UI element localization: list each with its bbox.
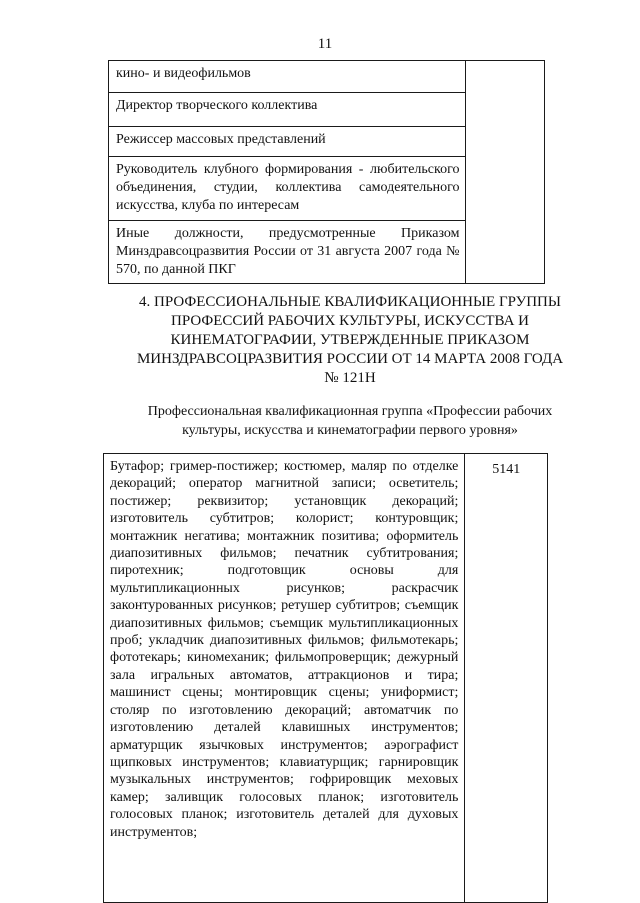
- positions-table: [108, 60, 545, 284]
- profession-code: 5141: [465, 454, 548, 903]
- table-cell: Директор творческого коллектива: [109, 93, 466, 127]
- table-row: [104, 454, 548, 903]
- section-heading: 4. ПРОФЕССИОНАЛЬНЫЕ КВАЛИФИКАЦИОННЫЕ ГРУППЫ ПРОФЕССИЙ РАБОЧИХ КУЛЬТУРЫ, ИСКУССТВА И КИНЕМАТОГРАФИИ, УТВЕРЖДЕННЫЕ ПРИКАЗОМ МИНЗДРАВСОЦРАЗВИТИЯ РОССИИ ОТ 14 МАРТА 2008 ГОДА № 121Н: [136, 294, 564, 386]
- table-cell: Руководитель клубного формирования - любительского объединения, студии, коллектива самодеятельного искусства, клуба по интересам: [109, 157, 466, 220]
- table-cell: кино- и видеофильмов: [109, 61, 466, 93]
- subsection-heading: Профессиональная квалификационная группа «Профессии рабочих культуры, искусства и кинематографии первого уровня»: [147, 404, 553, 438]
- page-number: 11: [317, 36, 333, 52]
- table-cell: Иные должности, предусмотренные Приказом Минздравсоцразвития России от 31 августа 2007 года № 570, по данной ПКГ: [109, 220, 466, 283]
- table-cell: Режиссер массовых представлений: [109, 127, 466, 157]
- code-cell: [466, 61, 545, 284]
- table-row: [109, 61, 545, 93]
- professions-table: [103, 453, 548, 903]
- professions-list: Бутафор; гример-постижер; костюмер, маляр по отделке декораций; оператор магнитной записи; осветитель; постижер; реквизитор; установщик декораций; изготовитель субтитров; колорист; контуровщик; монтажник негатива; монтажник позитива; оформитель диапозитивных фильмов; печатник субтитрования; пиротехник; подготовщик основы для мультипликационных рисунков; раскрасчик законтурованных рисунков; ретушер субтитров; съемщик диапозитивных фильмов; съемщик мультипликационных проб; укладчик диапозитивных фильмов; фильмотекарь; фототекарь; киномеханик; фильмопроверщик; дежурный зала игральных автоматов, аттракционов и тира; машинист сцены; монтировщик сцены; униформист; столяр по изготовлению декораций; автоматчик по изготовлению деталей клавишных инструментов; арматурщик язычковых инструментов; аэрографист щипковых инструментов; клавиатурщик; гарнировщик музыкальных инструментов; гофрировщик меховых камер; заливщик голосовых планок; изготовитель голосовых планок; изготовитель деталей для духовых инструментов;: [104, 454, 465, 903]
